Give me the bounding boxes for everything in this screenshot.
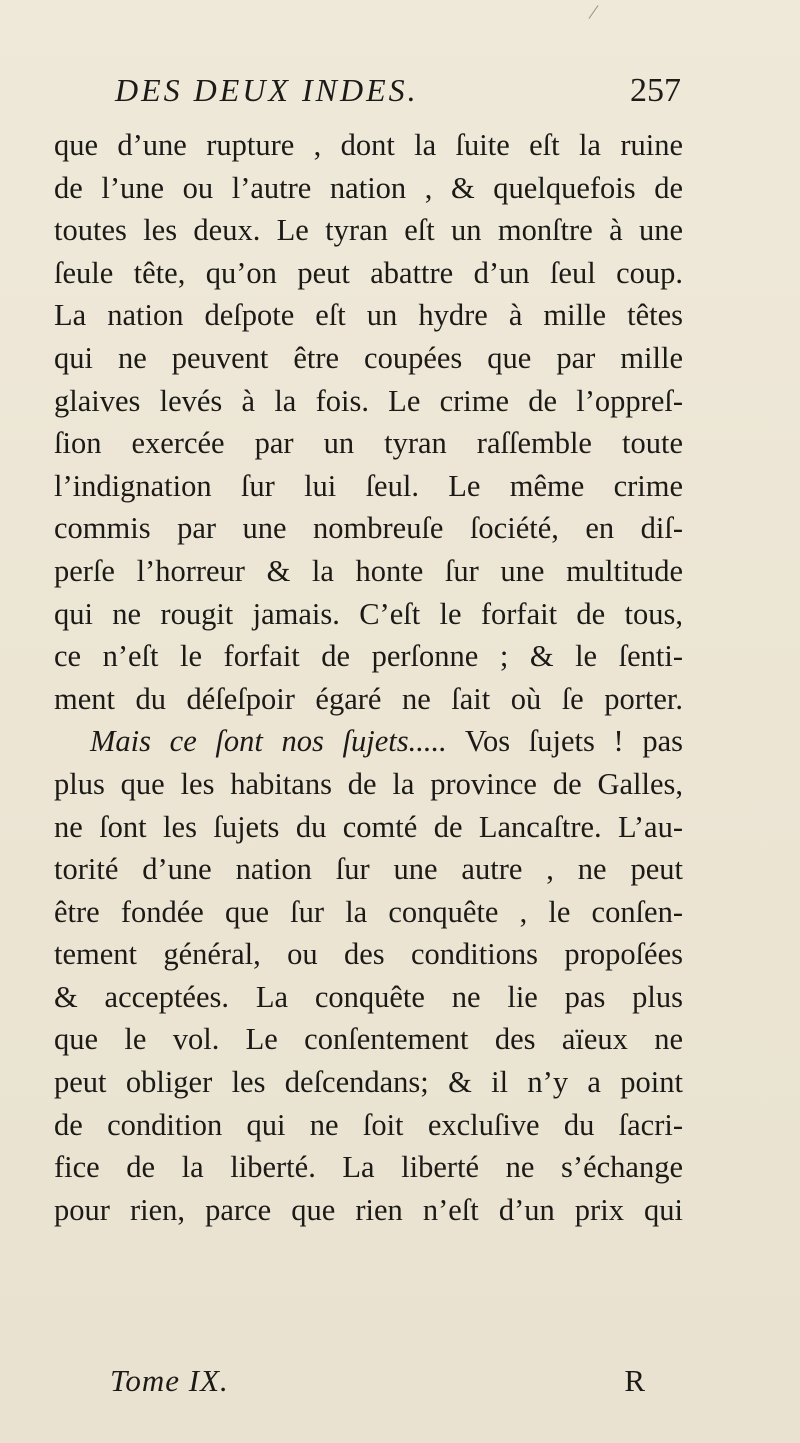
text-line: de l’une ou l’autre nation , & quelquefois de: [54, 170, 683, 205]
body-text: [54, 124, 683, 1231]
text-line: l’indignation ſur lui ſeul. Le même crime: [54, 468, 683, 503]
quote-line: [54, 720, 683, 763]
running-head: [115, 72, 681, 116]
text-line: fice de la liberté. La liberté ne s’échange: [54, 1150, 683, 1185]
text-line: ne ſont les ſujets du comté de Lancaſtre. L’au-: [54, 809, 683, 844]
page-number: 257: [630, 72, 681, 109]
text-line: ment du déſeſpoir égaré ne ſait où ſe porter.: [54, 681, 683, 716]
quote-italic: Mais ce ſont nos ſujets.....: [90, 724, 447, 759]
text-line: La nation deſpote eſt un hydre à mille têtes: [54, 298, 683, 333]
running-title: DES DEUX INDES.: [115, 72, 419, 108]
text-line: & acceptées. La conquête ne lie pas plus: [54, 979, 683, 1014]
text-line: perſe l’horreur & la honte ſur une multitude: [54, 553, 683, 588]
text-line: toutes les deux. Le tyran eſt un monſtre à une: [54, 213, 683, 248]
text-line: commis par une nombreuſe ſociété, en diſ-: [54, 511, 683, 546]
text-line: peut obliger les deſcendans; & il n’y a point: [54, 1065, 683, 1100]
text-line: glaives levés à la fois. Le crime de l’oppreſ-: [54, 383, 683, 418]
volume-label: Tome IX.: [110, 1363, 229, 1398]
text-line: ſeule tête, qu’on peut abattre d’un ſeul coup.: [54, 255, 683, 290]
text-line: de condition qui ne ſoit excluſive du ſacri-: [54, 1107, 683, 1142]
text-line: plus que les habitans de la province de Galles,: [54, 766, 683, 801]
signature-mark: R: [624, 1363, 645, 1398]
page-footer: [110, 1363, 645, 1405]
text-line: être fondée que ſur la conquête , le conſen-: [54, 894, 683, 929]
text-line: tement général, ou des conditions propoſées: [54, 937, 683, 972]
text-line: torité d’une nation ſur une autre , ne peut: [54, 852, 683, 887]
text-line: ſion exercée par un tyran raſſemble toute: [54, 426, 683, 461]
text-line: pour rien, parce que rien n’eſt d’un prix qui: [54, 1192, 683, 1227]
quote-rest: Vos ſujets ! pas: [446, 724, 683, 759]
text-line: que le vol. Le conſentement des aïeux ne: [54, 1022, 683, 1057]
text-line: qui ne rougit jamais. C’eſt le forfait de tous,: [54, 596, 683, 631]
page-mark: [589, 5, 599, 19]
text-line: que d’une rupture , dont la ſuite eſt la ruine: [54, 128, 683, 162]
text-line: ce n’eſt le forfait de perſonne ; & le ſenti-: [54, 639, 683, 674]
text-line: qui ne peuvent être coupées que par mille: [54, 340, 683, 375]
